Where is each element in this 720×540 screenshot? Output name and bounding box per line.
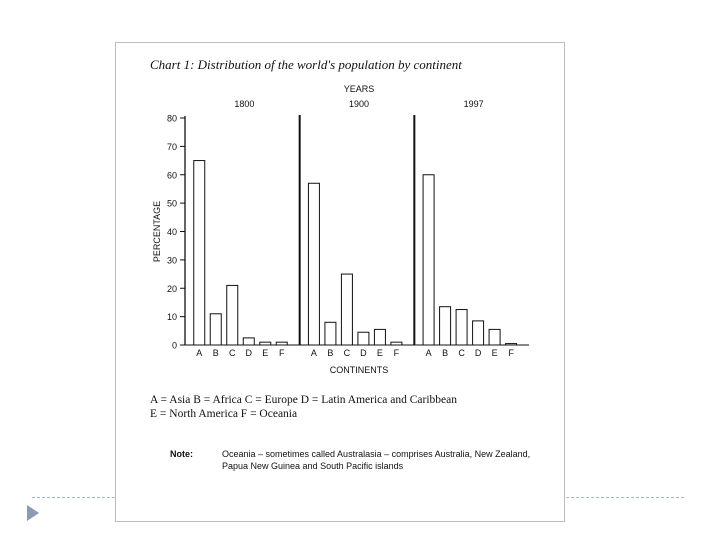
bar bbox=[210, 314, 221, 345]
year-label: 1900 bbox=[348, 99, 370, 109]
legend-line-2: E = North America F = Oceania bbox=[150, 408, 298, 420]
years-label: YEARS bbox=[343, 84, 375, 94]
bar bbox=[227, 285, 238, 345]
chart-title: Chart 1: Distribution of the world's population by continent bbox=[150, 57, 462, 72]
y-tick-label: 80 bbox=[166, 113, 177, 124]
bar bbox=[391, 342, 402, 345]
bar bbox=[308, 183, 319, 345]
x-tick-label: F bbox=[279, 348, 285, 358]
x-tick-label: A bbox=[196, 348, 203, 358]
bar bbox=[276, 342, 287, 345]
x-tick-label: F bbox=[508, 348, 514, 358]
x-tick-label: C bbox=[458, 348, 465, 358]
bar bbox=[473, 321, 484, 345]
x-tick-label: B bbox=[212, 348, 219, 358]
x-tick-label: D bbox=[474, 348, 482, 358]
y-tick-label: 20 bbox=[166, 283, 177, 294]
bar bbox=[374, 329, 385, 345]
year-label: 1800 bbox=[234, 99, 255, 109]
bar bbox=[341, 274, 352, 345]
x-tick-label: B bbox=[327, 348, 334, 358]
bar bbox=[489, 329, 500, 345]
bar bbox=[506, 344, 517, 345]
bar bbox=[260, 342, 271, 345]
chart-legend bbox=[150, 393, 457, 421]
bar bbox=[423, 175, 434, 345]
x-tick-label: E bbox=[262, 348, 269, 358]
x-tick-label: C bbox=[229, 348, 236, 358]
y-tick-label: 0 bbox=[171, 340, 177, 351]
bar bbox=[358, 332, 369, 345]
bar bbox=[194, 161, 205, 345]
x-tick-label: A bbox=[310, 348, 317, 358]
y-axis-label: PERCENTAGE bbox=[152, 200, 162, 263]
x-tick-label: F bbox=[393, 348, 400, 358]
bar bbox=[456, 310, 467, 345]
y-tick-label: 60 bbox=[166, 170, 177, 181]
y-tick-label: 40 bbox=[166, 227, 177, 237]
legend-line-1: A = Asia B = Africa C = Europe D = Latin America and Caribbean bbox=[150, 394, 457, 406]
bar bbox=[440, 307, 451, 345]
slide-bullet-arrow-icon bbox=[27, 505, 39, 521]
x-tick-label: A bbox=[425, 348, 432, 358]
y-tick-label: 50 bbox=[166, 198, 177, 209]
year-label: 1997 bbox=[463, 99, 484, 109]
x-axis-label: CONTINENTS bbox=[329, 365, 389, 375]
x-tick-label: B bbox=[442, 348, 449, 358]
x-tick-label: E bbox=[491, 348, 498, 358]
x-tick-label: C bbox=[343, 348, 351, 358]
note-text: Oceania – sometimes called Australasia – comprises Australia, New Zealand, Papua New Guinea and South Pacific islands bbox=[222, 449, 531, 471]
x-tick-label: D bbox=[360, 348, 367, 358]
x-tick-label: D bbox=[245, 348, 252, 358]
x-tick-label: E bbox=[376, 348, 383, 358]
y-tick-label: 10 bbox=[166, 312, 177, 323]
note-label: Note: bbox=[170, 449, 193, 459]
bar bbox=[243, 338, 254, 345]
chart-scan bbox=[115, 42, 565, 522]
y-tick-label: 70 bbox=[166, 141, 177, 152]
y-tick-label: 30 bbox=[166, 255, 177, 266]
bar bbox=[325, 322, 336, 345]
